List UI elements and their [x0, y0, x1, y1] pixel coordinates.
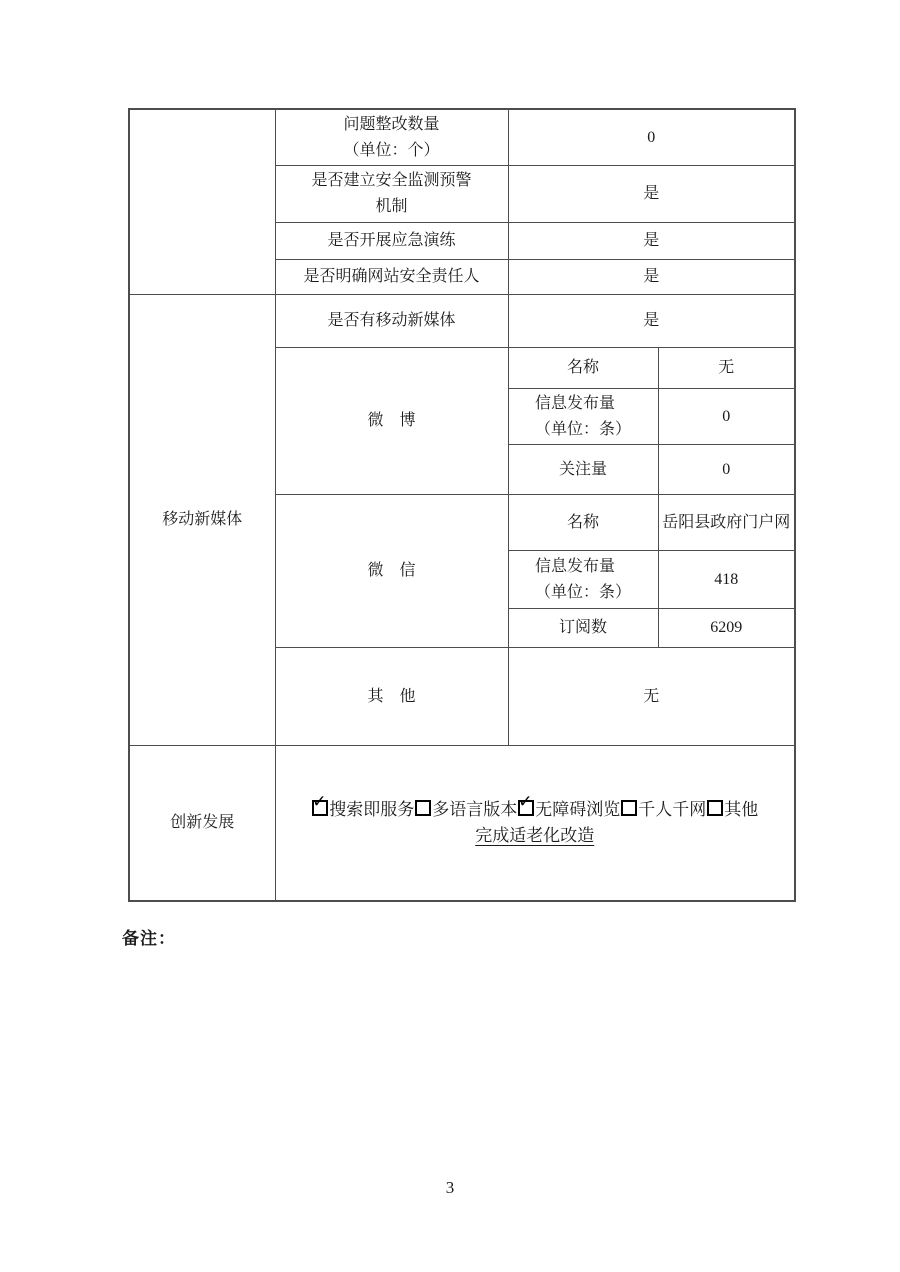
- wechat-subscribers-value: 6209: [658, 609, 795, 648]
- checkbox-multilingual[interactable]: [415, 800, 431, 816]
- check-mark: ✓: [312, 792, 327, 812]
- weibo-name-value: 无: [658, 348, 795, 389]
- option-label-search-as-service: 搜索即服务: [329, 800, 415, 819]
- option-label-other: 其他: [724, 800, 759, 819]
- annual-report-table: [128, 108, 796, 902]
- issue-fix-count-value: 0: [508, 109, 795, 166]
- section-label-empty: [129, 109, 275, 295]
- monitor-warning-label: 是否建立安全监测预警 机制: [275, 166, 508, 223]
- page-number: 3: [445, 1178, 455, 1197]
- wechat-posts-value: 418: [658, 551, 795, 609]
- weibo-followers-value: 0: [658, 445, 795, 495]
- remark-label: 备注：: [122, 929, 176, 948]
- option-label-multilingual: 多语言版本: [432, 800, 518, 819]
- checkbox-accessibility[interactable]: [518, 792, 534, 816]
- wechat-label: 微 信: [275, 495, 508, 648]
- wechat-posts-label: 信息发布量 （单位：条）: [508, 551, 658, 609]
- weibo-name-label: 名称: [508, 348, 658, 389]
- security-owner-value: 是: [508, 260, 795, 295]
- checkbox-search-as-service[interactable]: [312, 792, 328, 816]
- wechat-subscribers-label: 订阅数: [508, 609, 658, 648]
- other-media-label: 其 他: [275, 648, 508, 746]
- innovation-options-line: [276, 792, 795, 823]
- weibo-posts-label: 信息发布量 （单位：条）: [508, 389, 658, 445]
- has-mobile-media-label: 是否有移动新媒体: [275, 295, 508, 348]
- option-label-accessibility: 无障碍浏览: [535, 800, 621, 819]
- innovation-note: 完成适老化改造: [475, 826, 595, 845]
- section-label-innovation: 创新发展: [129, 746, 275, 902]
- security-owner-label: 是否明确网站安全责任人: [275, 260, 508, 295]
- report-table-wrapper: [128, 108, 796, 902]
- has-mobile-media-value: 是: [508, 295, 795, 348]
- innovation-content: [275, 746, 795, 902]
- option-label-personalized-web: 千人千网: [638, 800, 707, 819]
- checkbox-other[interactable]: [707, 800, 723, 816]
- weibo-followers-label: 关注量: [508, 445, 658, 495]
- check-mark: ✓: [518, 792, 533, 812]
- section-label-mobile-media: 移动新媒体: [129, 295, 275, 746]
- weibo-posts-value: 0: [658, 389, 795, 445]
- checkbox-personalized-web[interactable]: [621, 800, 637, 816]
- wechat-name-value: 岳阳县政府门户网: [658, 495, 795, 551]
- emergency-drill-value: 是: [508, 223, 795, 260]
- wechat-name-label: 名称: [508, 495, 658, 551]
- monitor-warning-value: 是: [508, 166, 795, 223]
- issue-fix-count-label: 问题整改数量 （单位：个）: [275, 109, 508, 166]
- weibo-label: 微 博: [275, 348, 508, 495]
- other-media-value: 无: [508, 648, 795, 746]
- emergency-drill-label: 是否开展应急演练: [275, 223, 508, 260]
